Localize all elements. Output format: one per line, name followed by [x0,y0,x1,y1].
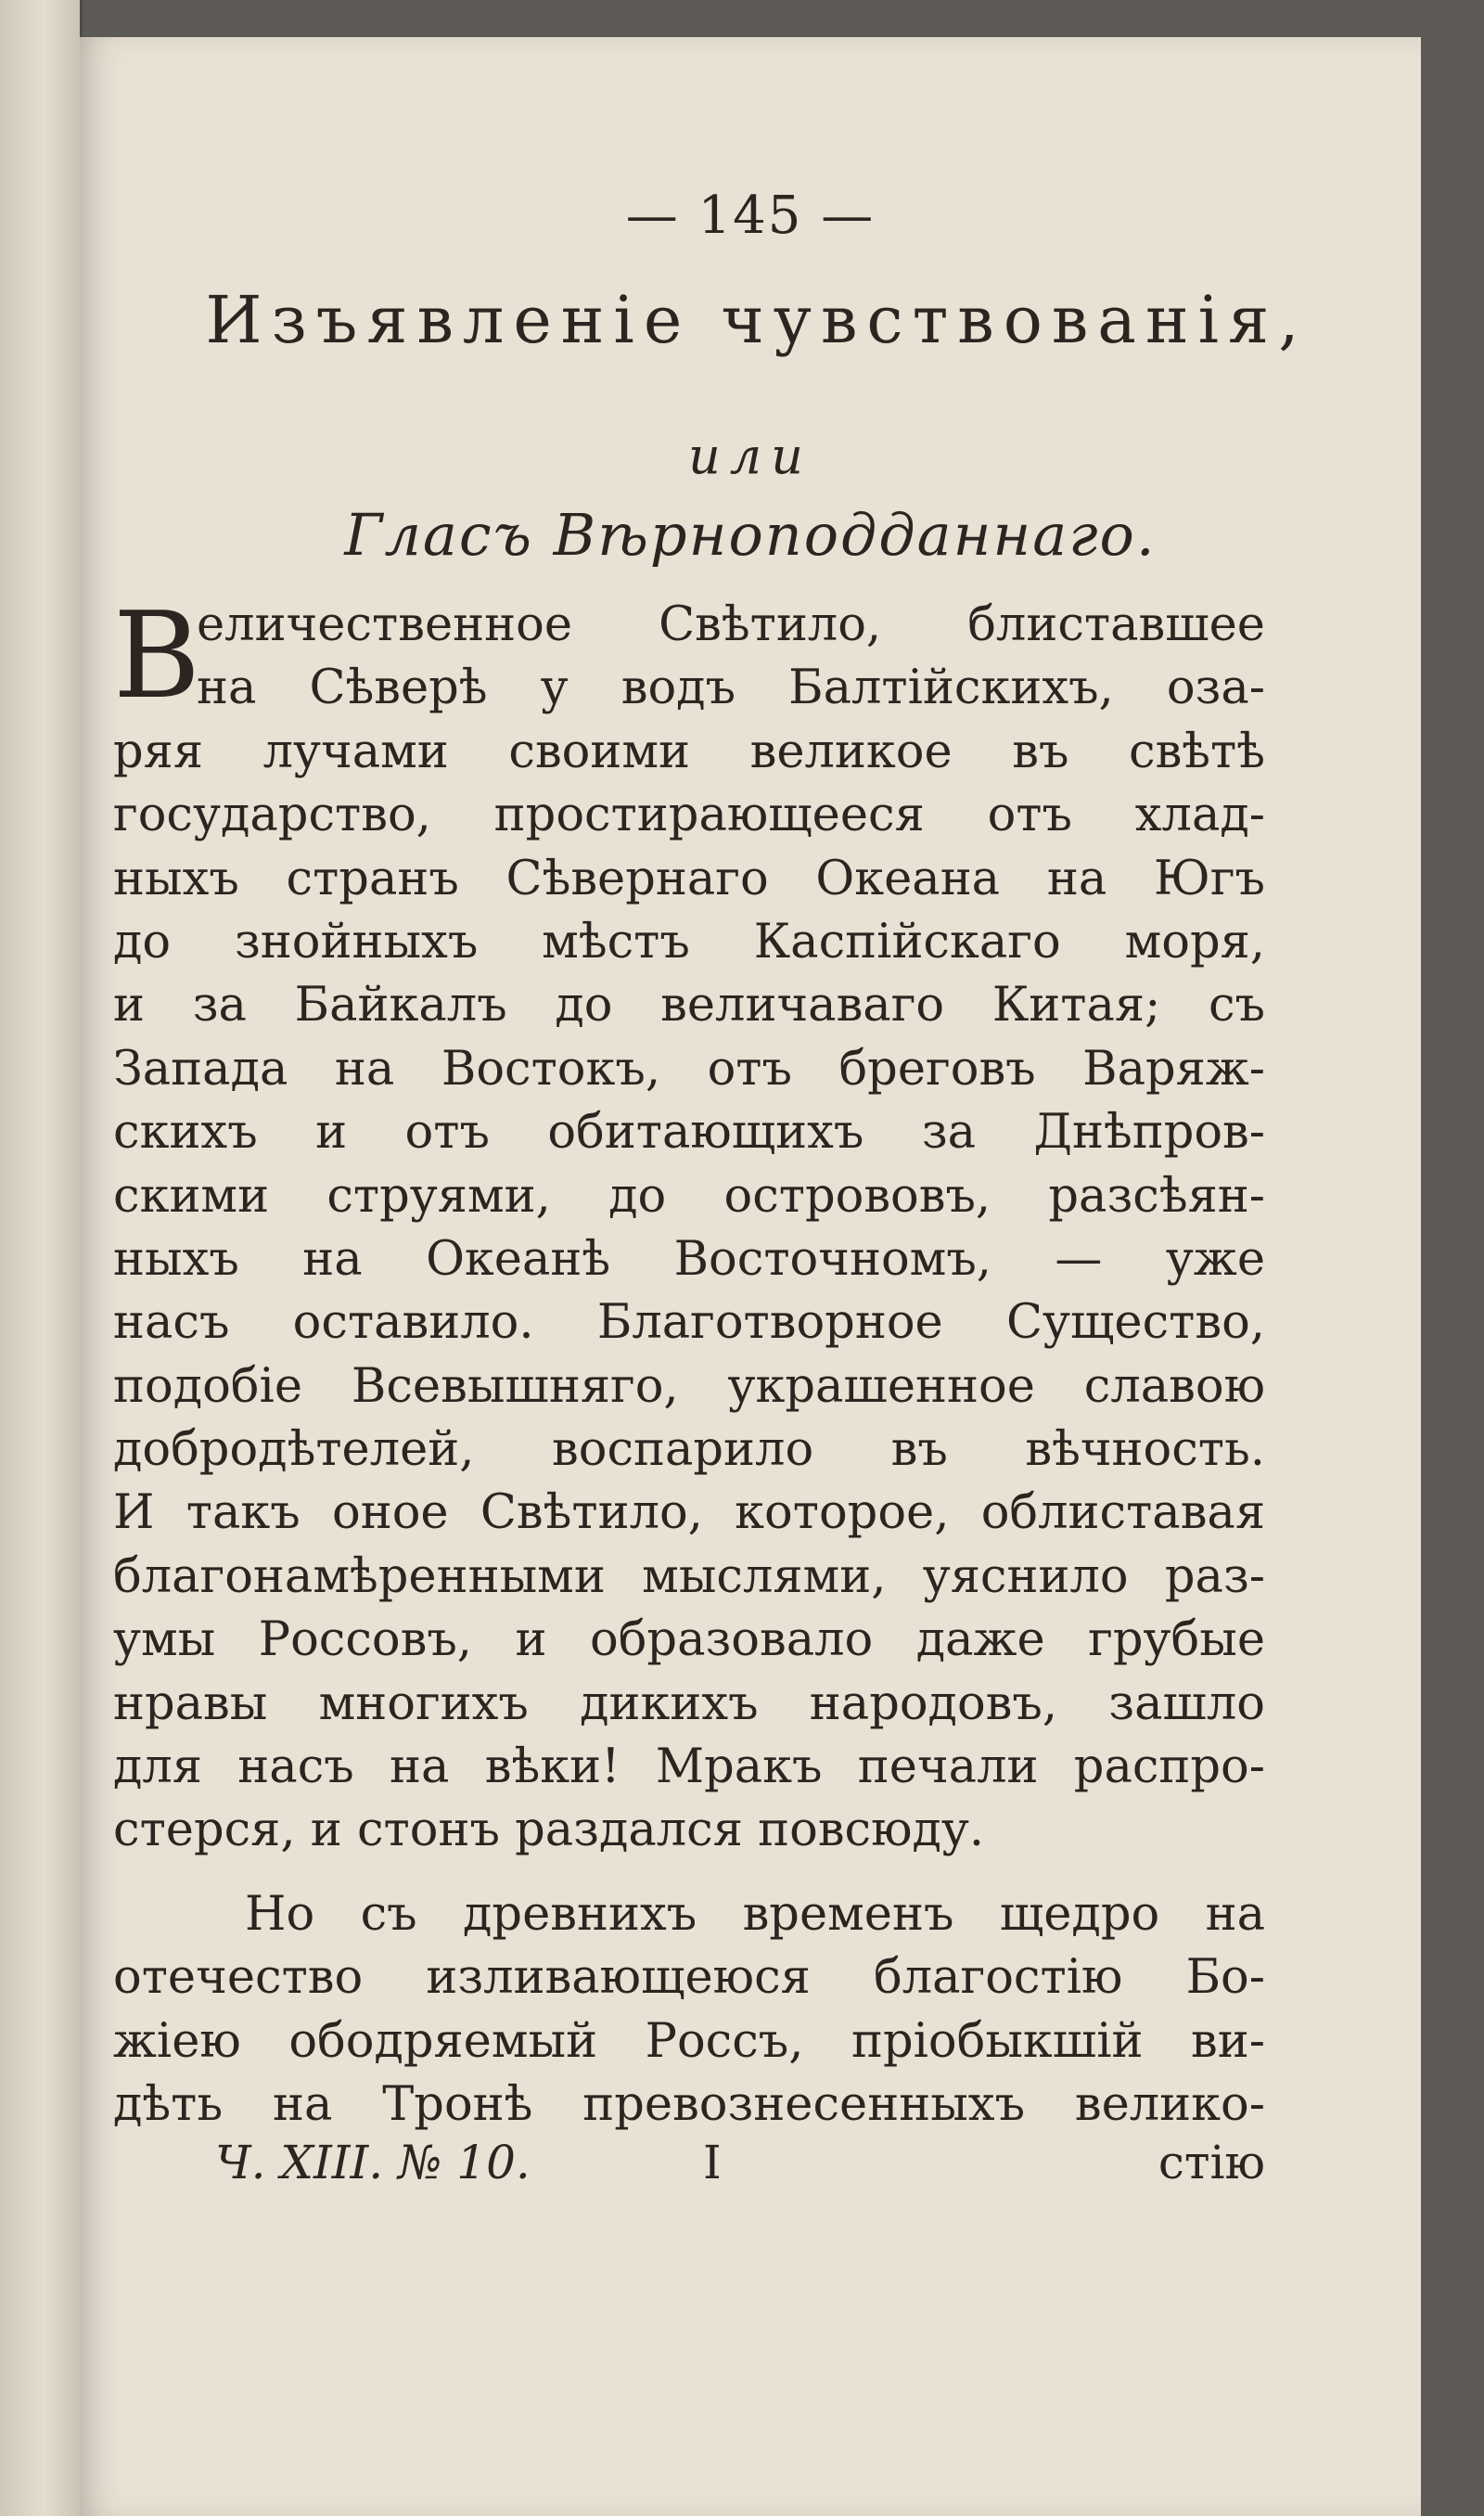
part-label: Ч. XIII. № 10. [215,2136,531,2189]
signature-mark: I [703,2136,722,2189]
subtitle-conjunction: или [688,427,812,485]
text-line: ныхъ странъ Сѣвернаго Океана на Югъ [113,851,1265,906]
text-line: еличественное Свѣтило, блиставшее [197,597,1265,652]
text-line: подобіе Всевышняго, украшенное славою [113,1358,1265,1414]
text-line: для насъ на вѣки! Мракъ печали распро- [113,1739,1265,1795]
facing-page-edge [0,0,83,2516]
text-line: дѣть на Тронѣ превознесенныхъ велико- [113,2077,1265,2133]
text-line: до знойныхъ мѣстъ Каспійскаго моря, [113,914,1265,969]
text-line: и за Байкалъ до величаваго Китая; съ [113,978,1265,1033]
text-line: Но съ древнихъ временъ щедро на [245,1887,1265,1942]
page-number: — 145 — [625,186,876,246]
text-line: государство, простирающееся отъ хлад- [113,788,1265,843]
page-footer [113,2130,1265,2195]
drop-cap: В [113,587,201,725]
text-line: скими струями, до острововъ, разсѣян- [113,1168,1265,1224]
text-line: отечество изливающеюся благостію Бо- [113,1950,1265,2006]
subtitle: Гласъ Вѣрноподданнаго. [344,501,1157,569]
text-line: Запада на Востокъ, отъ бреговъ Варяж- [113,1041,1265,1097]
text-line: стерся, и стонъ раздался повсюду. [113,1803,985,1858]
text-line: жіею ободряемый Россъ, пріобыкшій ви- [113,2013,1265,2069]
text-line: насъ оставило. Благотворное Существо, [113,1295,1265,1351]
text-line: И такъ оное Свѣтило, которое, облиставая [113,1485,1265,1541]
text-line: на Сѣверѣ у водъ Балтійскихъ, оза- [197,661,1265,716]
page-title: Изъявленіе чувствованія, [205,282,1309,358]
paragraph-2 [113,1883,1265,2137]
text-line: благонамѣренными мыслями, уяснило раз- [113,1548,1265,1604]
text-line: скихъ и отъ обитающихъ за Днѣпров- [113,1105,1265,1161]
text-line: ныхъ на Океанѣ Восточномъ, — уже [113,1231,1265,1287]
text-line: ряя лучами своими великое въ свѣтѣ [113,724,1265,779]
text-line: умы Россовъ, и образовало даже грубые [113,1612,1265,1668]
catchword: стію [1158,2136,1265,2189]
book-page [80,37,1421,2516]
text-line: добродѣтелей, воспарило въ вѣчность. [113,1422,1265,1478]
paragraph-1 [113,587,1265,1863]
text-line: нравы многихъ дикихъ народовъ, зашло [113,1675,1265,1731]
